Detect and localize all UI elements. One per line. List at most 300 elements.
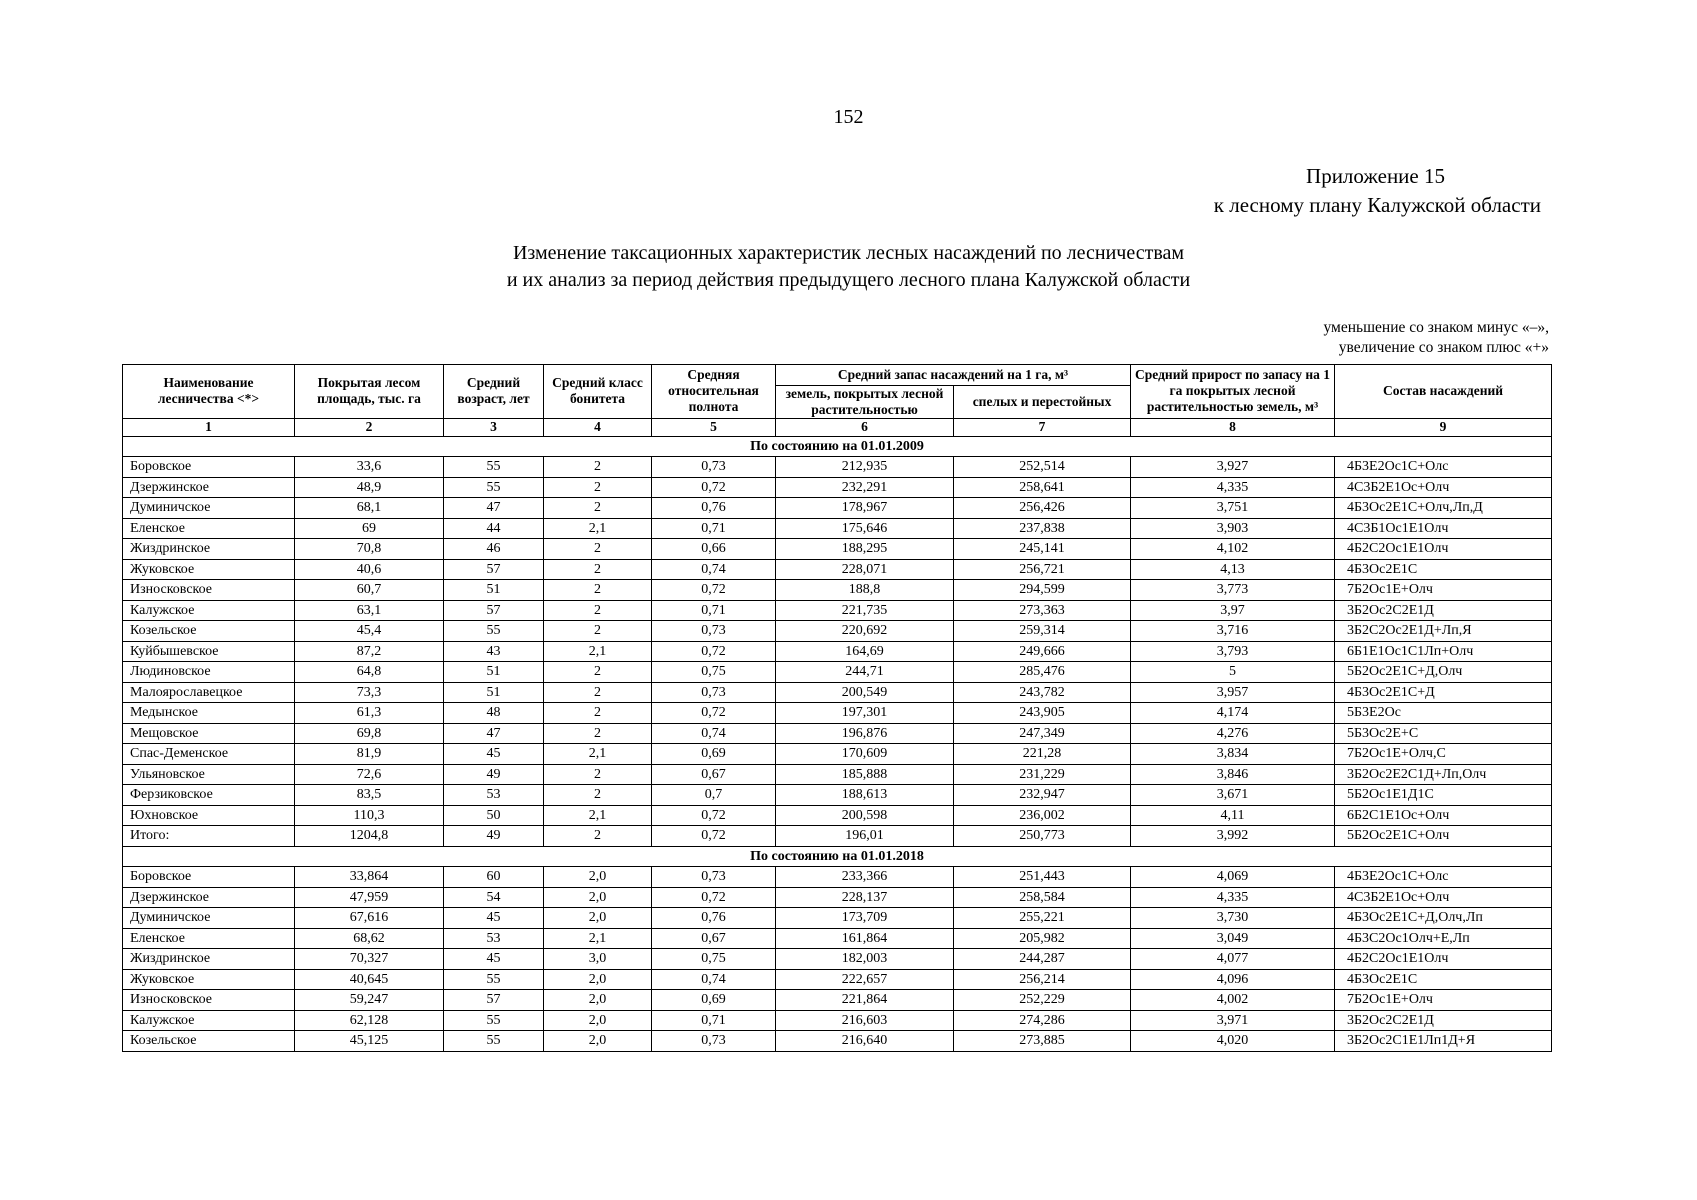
cell-area: 63,1 — [295, 600, 444, 621]
cell-bonitet: 2 — [544, 457, 652, 478]
header-stock-group: Средний запас насаждений на 1 га, м³ — [776, 365, 1131, 386]
cell-age: 57 — [444, 600, 544, 621]
cell-growth: 3,97 — [1131, 600, 1335, 621]
section-header-row — [123, 846, 1552, 867]
cell-stock-forest: 173,709 — [776, 908, 954, 929]
header-growth: Средний прирост по запасу на 1 га покрытых лесной растительностью земель, м³ — [1131, 365, 1335, 419]
cell-stock-mature: 273,363 — [954, 600, 1131, 621]
cell-growth: 4,11 — [1131, 805, 1335, 826]
cell-age: 55 — [444, 1031, 544, 1052]
cell-density: 0,71 — [652, 1010, 776, 1031]
cell-bonitet: 2 — [544, 662, 652, 683]
cell-bonitet: 2 — [544, 682, 652, 703]
cell-age: 57 — [444, 990, 544, 1011]
cell-growth: 5 — [1131, 662, 1335, 683]
cell-name: Боровское — [123, 867, 295, 888]
cell-name: Жиздринское — [123, 539, 295, 560]
cell-density: 0,72 — [652, 477, 776, 498]
cell-stock-mature: 243,905 — [954, 703, 1131, 724]
cell-age: 51 — [444, 662, 544, 683]
table-row — [123, 477, 1552, 498]
cell-stock-forest: 170,609 — [776, 744, 954, 765]
table-row — [123, 867, 1552, 888]
cell-area: 45,4 — [295, 621, 444, 642]
cell-density: 0,67 — [652, 928, 776, 949]
cell-age: 54 — [444, 887, 544, 908]
cell-bonitet: 2,0 — [544, 969, 652, 990]
cell-stock-mature: 237,838 — [954, 518, 1131, 539]
cell-stock-forest: 200,598 — [776, 805, 954, 826]
cell-area: 59,247 — [295, 990, 444, 1011]
cell-area: 33,6 — [295, 457, 444, 478]
appendix-line-1: Приложение 15 — [1306, 164, 1445, 188]
cell-area: 62,128 — [295, 1010, 444, 1031]
cell-composition: 4Б3Ос2Е1С+Д,Олч,Лп — [1335, 908, 1552, 929]
cell-area: 69 — [295, 518, 444, 539]
cell-name: Людиновское — [123, 662, 295, 683]
cell-density: 0,76 — [652, 498, 776, 519]
cell-age: 45 — [444, 949, 544, 970]
cell-growth: 4,002 — [1131, 990, 1335, 1011]
cell-area: 1204,8 — [295, 826, 444, 847]
cell-composition: 4Б3Ос2Е1С+Д — [1335, 682, 1552, 703]
cell-composition: 3Б2С2Ос2Е1Д+Лп,Я — [1335, 621, 1552, 642]
cell-bonitet: 2 — [544, 580, 652, 601]
cell-density: 0,69 — [652, 744, 776, 765]
cell-bonitet: 2 — [544, 703, 652, 724]
cell-composition: 6Б2С1Е1Ос+Олч — [1335, 805, 1552, 826]
cell-area: 81,9 — [295, 744, 444, 765]
header-stock-mature: спелых и перестойных — [954, 385, 1131, 418]
cell-age: 55 — [444, 1010, 544, 1031]
cell-composition: 6Б1Е1Ос1С1Лп+Олч — [1335, 641, 1552, 662]
cell-composition: 4С3Б1Ос1Е1Олч — [1335, 518, 1552, 539]
cell-stock-forest: 228,071 — [776, 559, 954, 580]
table-row — [123, 928, 1552, 949]
column-number: 8 — [1131, 418, 1335, 436]
header-bonitet: Средний класс бонитета — [544, 365, 652, 419]
cell-name: Калужское — [123, 1010, 295, 1031]
table-row — [123, 908, 1552, 929]
cell-name: Ульяновское — [123, 764, 295, 785]
cell-name: Итого: — [123, 826, 295, 847]
cell-bonitet: 2 — [544, 826, 652, 847]
table-row — [123, 559, 1552, 580]
table-row — [123, 498, 1552, 519]
cell-age: 55 — [444, 457, 544, 478]
cell-density: 0,74 — [652, 723, 776, 744]
cell-bonitet: 2 — [544, 477, 652, 498]
cell-area: 40,645 — [295, 969, 444, 990]
cell-composition: 5Б2Ос2Е1С+Д,Олч — [1335, 662, 1552, 683]
cell-area: 67,616 — [295, 908, 444, 929]
cell-density: 0,71 — [652, 518, 776, 539]
cell-composition: 4Б3Е2Ос1С+Олс — [1335, 867, 1552, 888]
cell-age: 45 — [444, 744, 544, 765]
column-number: 9 — [1335, 418, 1552, 436]
cell-age: 49 — [444, 826, 544, 847]
cell-area: 70,327 — [295, 949, 444, 970]
cell-stock-forest: 196,01 — [776, 826, 954, 847]
cell-growth: 3,751 — [1131, 498, 1335, 519]
cell-composition: 4С3Б2Е1Ос+Олч — [1335, 887, 1552, 908]
cell-bonitet: 2,1 — [544, 641, 652, 662]
cell-growth: 4,102 — [1131, 539, 1335, 560]
table-header — [123, 365, 1552, 437]
cell-area: 73,3 — [295, 682, 444, 703]
column-number: 7 — [954, 418, 1131, 436]
section-header-row — [123, 436, 1552, 457]
cell-area: 60,7 — [295, 580, 444, 601]
cell-name: Юхновское — [123, 805, 295, 826]
column-number: 5 — [652, 418, 776, 436]
appendix-line-2: к лесному плану Калужской области — [1213, 193, 1541, 217]
table-row — [123, 1031, 1552, 1052]
appendix-label — [1041, 162, 1541, 220]
cell-stock-mature: 250,773 — [954, 826, 1131, 847]
document-title-line-2: и их анализ за период действия предыдущего лесного плана Калужской области — [506, 269, 1191, 291]
table-row — [123, 662, 1552, 683]
table-row — [123, 682, 1552, 703]
cell-name: Износковское — [123, 990, 295, 1011]
header-age: Средний возраст, лет — [444, 365, 544, 419]
cell-area: 61,3 — [295, 703, 444, 724]
cell-age: 48 — [444, 703, 544, 724]
table-body — [123, 436, 1552, 1051]
cell-growth: 4,335 — [1131, 477, 1335, 498]
cell-density: 0,73 — [652, 457, 776, 478]
cell-composition: 4Б2С2Ос1Е1Олч — [1335, 539, 1552, 560]
cell-area: 45,125 — [295, 1031, 444, 1052]
cell-area: 87,2 — [295, 641, 444, 662]
cell-bonitet: 2 — [544, 498, 652, 519]
cell-density: 0,73 — [652, 1031, 776, 1052]
header-density: Средняя относительная полнота — [652, 365, 776, 419]
cell-density: 0,72 — [652, 826, 776, 847]
cell-bonitet: 2,0 — [544, 1010, 652, 1031]
cell-age: 57 — [444, 559, 544, 580]
cell-composition: 5Б2Ос1Е1Д1С — [1335, 785, 1552, 806]
cell-bonitet: 2 — [544, 539, 652, 560]
cell-composition: 5Б3Е2Ос — [1335, 703, 1552, 724]
cell-stock-mature: 255,221 — [954, 908, 1131, 929]
cell-bonitet: 2,0 — [544, 1031, 652, 1052]
cell-stock-forest: 232,291 — [776, 477, 954, 498]
table-row — [123, 949, 1552, 970]
cell-growth: 4,020 — [1131, 1031, 1335, 1052]
cell-growth: 3,903 — [1131, 518, 1335, 539]
cell-age: 55 — [444, 621, 544, 642]
cell-stock-forest: 164,69 — [776, 641, 954, 662]
cell-bonitet: 2,1 — [544, 744, 652, 765]
cell-growth: 4,069 — [1131, 867, 1335, 888]
table-row — [123, 1010, 1552, 1031]
cell-name: Козельское — [123, 621, 295, 642]
cell-density: 0,75 — [652, 662, 776, 683]
cell-stock-forest: 221,735 — [776, 600, 954, 621]
cell-composition: 7Б2Ос1Е+Олч — [1335, 580, 1552, 601]
cell-stock-forest: 197,301 — [776, 703, 954, 724]
cell-composition: 3Б2Ос2С1Е1Лп1Д+Я — [1335, 1031, 1552, 1052]
cell-name: Жиздринское — [123, 949, 295, 970]
column-number-row — [123, 418, 1552, 436]
cell-growth: 3,716 — [1131, 621, 1335, 642]
cell-name: Козельское — [123, 1031, 295, 1052]
cell-stock-mature: 256,426 — [954, 498, 1131, 519]
column-number: 2 — [295, 418, 444, 436]
header-stock-forest: земель, покрытых лесной растительностью — [776, 385, 954, 418]
cell-bonitet: 3,0 — [544, 949, 652, 970]
cell-name: Медынское — [123, 703, 295, 724]
header-name: Наименование лесничества <*> — [123, 365, 295, 419]
column-number: 4 — [544, 418, 652, 436]
cell-age: 51 — [444, 580, 544, 601]
sign-note-line-1: уменьшение со знаком минус «–», — [1323, 319, 1549, 336]
sign-note-line-2: увеличение со знаком плюс «+» — [1338, 339, 1549, 356]
cell-area: 110,3 — [295, 805, 444, 826]
sign-note — [1049, 318, 1549, 358]
cell-name: Калужское — [123, 600, 295, 621]
cell-area: 68,62 — [295, 928, 444, 949]
cell-growth: 3,793 — [1131, 641, 1335, 662]
cell-area: 48,9 — [295, 477, 444, 498]
cell-name: Ферзиковское — [123, 785, 295, 806]
cell-growth: 4,13 — [1131, 559, 1335, 580]
cell-stock-mature: 252,514 — [954, 457, 1131, 478]
cell-stock-forest: 221,864 — [776, 990, 954, 1011]
table-row — [123, 457, 1552, 478]
cell-name: Куйбышевское — [123, 641, 295, 662]
cell-age: 44 — [444, 518, 544, 539]
cell-stock-mature: 244,287 — [954, 949, 1131, 970]
cell-stock-forest: 188,8 — [776, 580, 954, 601]
cell-bonitet: 2 — [544, 600, 652, 621]
cell-stock-mature: 243,782 — [954, 682, 1131, 703]
cell-growth: 4,174 — [1131, 703, 1335, 724]
cell-stock-forest: 233,366 — [776, 867, 954, 888]
table-row — [123, 621, 1552, 642]
cell-stock-mature: 249,666 — [954, 641, 1131, 662]
cell-density: 0,69 — [652, 990, 776, 1011]
cell-area: 72,6 — [295, 764, 444, 785]
cell-composition: 4Б2С2Ос1Е1Олч — [1335, 949, 1552, 970]
cell-density: 0,72 — [652, 805, 776, 826]
cell-stock-forest: 216,640 — [776, 1031, 954, 1052]
cell-name: Дзержинское — [123, 887, 295, 908]
table-row — [123, 744, 1552, 765]
cell-stock-mature: 252,229 — [954, 990, 1131, 1011]
cell-stock-mature: 258,584 — [954, 887, 1131, 908]
cell-stock-forest: 216,603 — [776, 1010, 954, 1031]
cell-composition: 4Б3Ос2Е1С+Олч,Лп,Д — [1335, 498, 1552, 519]
cell-name: Спас-Деменское — [123, 744, 295, 765]
column-number: 3 — [444, 418, 544, 436]
cell-growth: 4,096 — [1131, 969, 1335, 990]
cell-area: 68,1 — [295, 498, 444, 519]
cell-density: 0,73 — [652, 682, 776, 703]
cell-stock-forest: 178,967 — [776, 498, 954, 519]
cell-growth: 4,276 — [1131, 723, 1335, 744]
table-row — [123, 990, 1552, 1011]
cell-composition: 5Б3Ос2Е+С — [1335, 723, 1552, 744]
cell-name: Мещовское — [123, 723, 295, 744]
header-area: Покрытая лесом площадь, тыс. га — [295, 365, 444, 419]
cell-stock-mature: 273,885 — [954, 1031, 1131, 1052]
table-row — [123, 539, 1552, 560]
table-row — [123, 785, 1552, 806]
cell-bonitet: 2,0 — [544, 990, 652, 1011]
cell-density: 0,72 — [652, 641, 776, 662]
document-title-line-1: Изменение таксационных характеристик лесных насаждений по лесничествам — [512, 242, 1185, 264]
cell-density: 0,72 — [652, 887, 776, 908]
table-row — [123, 580, 1552, 601]
cell-bonitet: 2,0 — [544, 887, 652, 908]
cell-age: 55 — [444, 477, 544, 498]
cell-growth: 3,773 — [1131, 580, 1335, 601]
cell-stock-forest: 222,657 — [776, 969, 954, 990]
cell-stock-mature: 232,947 — [954, 785, 1131, 806]
cell-age: 49 — [444, 764, 544, 785]
cell-name: Жуковское — [123, 559, 295, 580]
table-row — [123, 600, 1552, 621]
cell-stock-forest: 175,646 — [776, 518, 954, 539]
cell-bonitet: 2 — [544, 559, 652, 580]
forest-characteristics-table — [122, 364, 1552, 1052]
cell-stock-mature: 256,721 — [954, 559, 1131, 580]
cell-density: 0,72 — [652, 703, 776, 724]
cell-density: 0,66 — [652, 539, 776, 560]
cell-name: Еленское — [123, 518, 295, 539]
cell-growth: 3,957 — [1131, 682, 1335, 703]
section-title: По состоянию на 01.01.2009 — [123, 436, 1552, 457]
cell-density: 0,74 — [652, 969, 776, 990]
cell-stock-mature: 247,349 — [954, 723, 1131, 744]
cell-name: Думиничское — [123, 908, 295, 929]
cell-density: 0,7 — [652, 785, 776, 806]
cell-stock-mature: 294,599 — [954, 580, 1131, 601]
cell-composition: 4Б3С2Ос1Олч+Е,Лп — [1335, 928, 1552, 949]
cell-composition: 7Б2Ос1Е+Олч,С — [1335, 744, 1552, 765]
cell-bonitet: 2,1 — [544, 928, 652, 949]
cell-stock-mature: 258,641 — [954, 477, 1131, 498]
cell-age: 46 — [444, 539, 544, 560]
cell-name: Жуковское — [123, 969, 295, 990]
cell-bonitet: 2 — [544, 723, 652, 744]
cell-bonitet: 2 — [544, 764, 652, 785]
cell-name: Думиничское — [123, 498, 295, 519]
table-row — [123, 764, 1552, 785]
table-row — [123, 969, 1552, 990]
cell-growth: 3,846 — [1131, 764, 1335, 785]
cell-area: 40,6 — [295, 559, 444, 580]
cell-age: 45 — [444, 908, 544, 929]
cell-age: 60 — [444, 867, 544, 888]
cell-growth: 3,671 — [1131, 785, 1335, 806]
cell-name: Дзержинское — [123, 477, 295, 498]
cell-area: 47,959 — [295, 887, 444, 908]
table-row — [123, 641, 1552, 662]
cell-composition: 5Б2Ос2Е1С+Олч — [1335, 826, 1552, 847]
cell-bonitet: 2 — [544, 785, 652, 806]
cell-age: 55 — [444, 969, 544, 990]
cell-name: Еленское — [123, 928, 295, 949]
cell-composition: 4С3Б2Е1Ос+Олч — [1335, 477, 1552, 498]
table-row — [123, 805, 1552, 826]
cell-stock-forest: 161,864 — [776, 928, 954, 949]
cell-stock-forest: 188,613 — [776, 785, 954, 806]
header-composition: Состав насаждений — [1335, 365, 1552, 419]
cell-stock-mature: 256,214 — [954, 969, 1131, 990]
cell-density: 0,76 — [652, 908, 776, 929]
cell-stock-forest: 196,876 — [776, 723, 954, 744]
cell-growth: 3,730 — [1131, 908, 1335, 929]
cell-stock-mature: 236,002 — [954, 805, 1131, 826]
cell-density: 0,71 — [652, 600, 776, 621]
cell-area: 64,8 — [295, 662, 444, 683]
cell-stock-mature: 259,314 — [954, 621, 1131, 642]
cell-age: 47 — [444, 723, 544, 744]
cell-growth: 3,971 — [1131, 1010, 1335, 1031]
cell-growth: 3,049 — [1131, 928, 1335, 949]
cell-stock-forest: 200,549 — [776, 682, 954, 703]
cell-growth: 3,927 — [1131, 457, 1335, 478]
page-number: 152 — [833, 106, 864, 128]
cell-bonitet: 2,0 — [544, 908, 652, 929]
table-row — [123, 826, 1552, 847]
cell-density: 0,75 — [652, 949, 776, 970]
cell-area: 33,864 — [295, 867, 444, 888]
cell-name: Малоярославецкое — [123, 682, 295, 703]
cell-density: 0,67 — [652, 764, 776, 785]
section-title: По состоянию на 01.01.2018 — [123, 846, 1552, 867]
cell-age: 51 — [444, 682, 544, 703]
cell-growth: 3,834 — [1131, 744, 1335, 765]
cell-name: Боровское — [123, 457, 295, 478]
cell-bonitet: 2,1 — [544, 518, 652, 539]
cell-stock-mature: 245,141 — [954, 539, 1131, 560]
cell-stock-mature: 205,982 — [954, 928, 1131, 949]
cell-stock-mature: 274,286 — [954, 1010, 1131, 1031]
cell-bonitet: 2,1 — [544, 805, 652, 826]
cell-area: 70,8 — [295, 539, 444, 560]
cell-composition: 3Б2Ос2Е2С1Д+Лп,Олч — [1335, 764, 1552, 785]
cell-stock-mature: 251,443 — [954, 867, 1131, 888]
cell-composition: 3Б2Ос2С2Е1Д — [1335, 600, 1552, 621]
cell-age: 43 — [444, 641, 544, 662]
cell-stock-forest: 185,888 — [776, 764, 954, 785]
cell-composition: 4Б3Ос2Е1С — [1335, 559, 1552, 580]
cell-stock-forest: 228,137 — [776, 887, 954, 908]
table-row — [123, 887, 1552, 908]
document-title — [0, 240, 1697, 294]
cell-bonitet: 2,0 — [544, 867, 652, 888]
cell-stock-forest: 182,003 — [776, 949, 954, 970]
cell-name: Износковское — [123, 580, 295, 601]
cell-composition: 7Б2Ос1Е+Олч — [1335, 990, 1552, 1011]
cell-composition: 4Б3Е2Ос1С+Олс — [1335, 457, 1552, 478]
cell-stock-mature: 231,229 — [954, 764, 1131, 785]
cell-bonitet: 2 — [544, 621, 652, 642]
cell-composition: 4Б3Ос2Е1С — [1335, 969, 1552, 990]
table-row — [123, 723, 1552, 744]
cell-age: 50 — [444, 805, 544, 826]
cell-composition: 3Б2Ос2С2Е1Д — [1335, 1010, 1552, 1031]
cell-growth: 3,992 — [1131, 826, 1335, 847]
cell-area: 83,5 — [295, 785, 444, 806]
cell-age: 47 — [444, 498, 544, 519]
column-number: 6 — [776, 418, 954, 436]
cell-density: 0,73 — [652, 867, 776, 888]
